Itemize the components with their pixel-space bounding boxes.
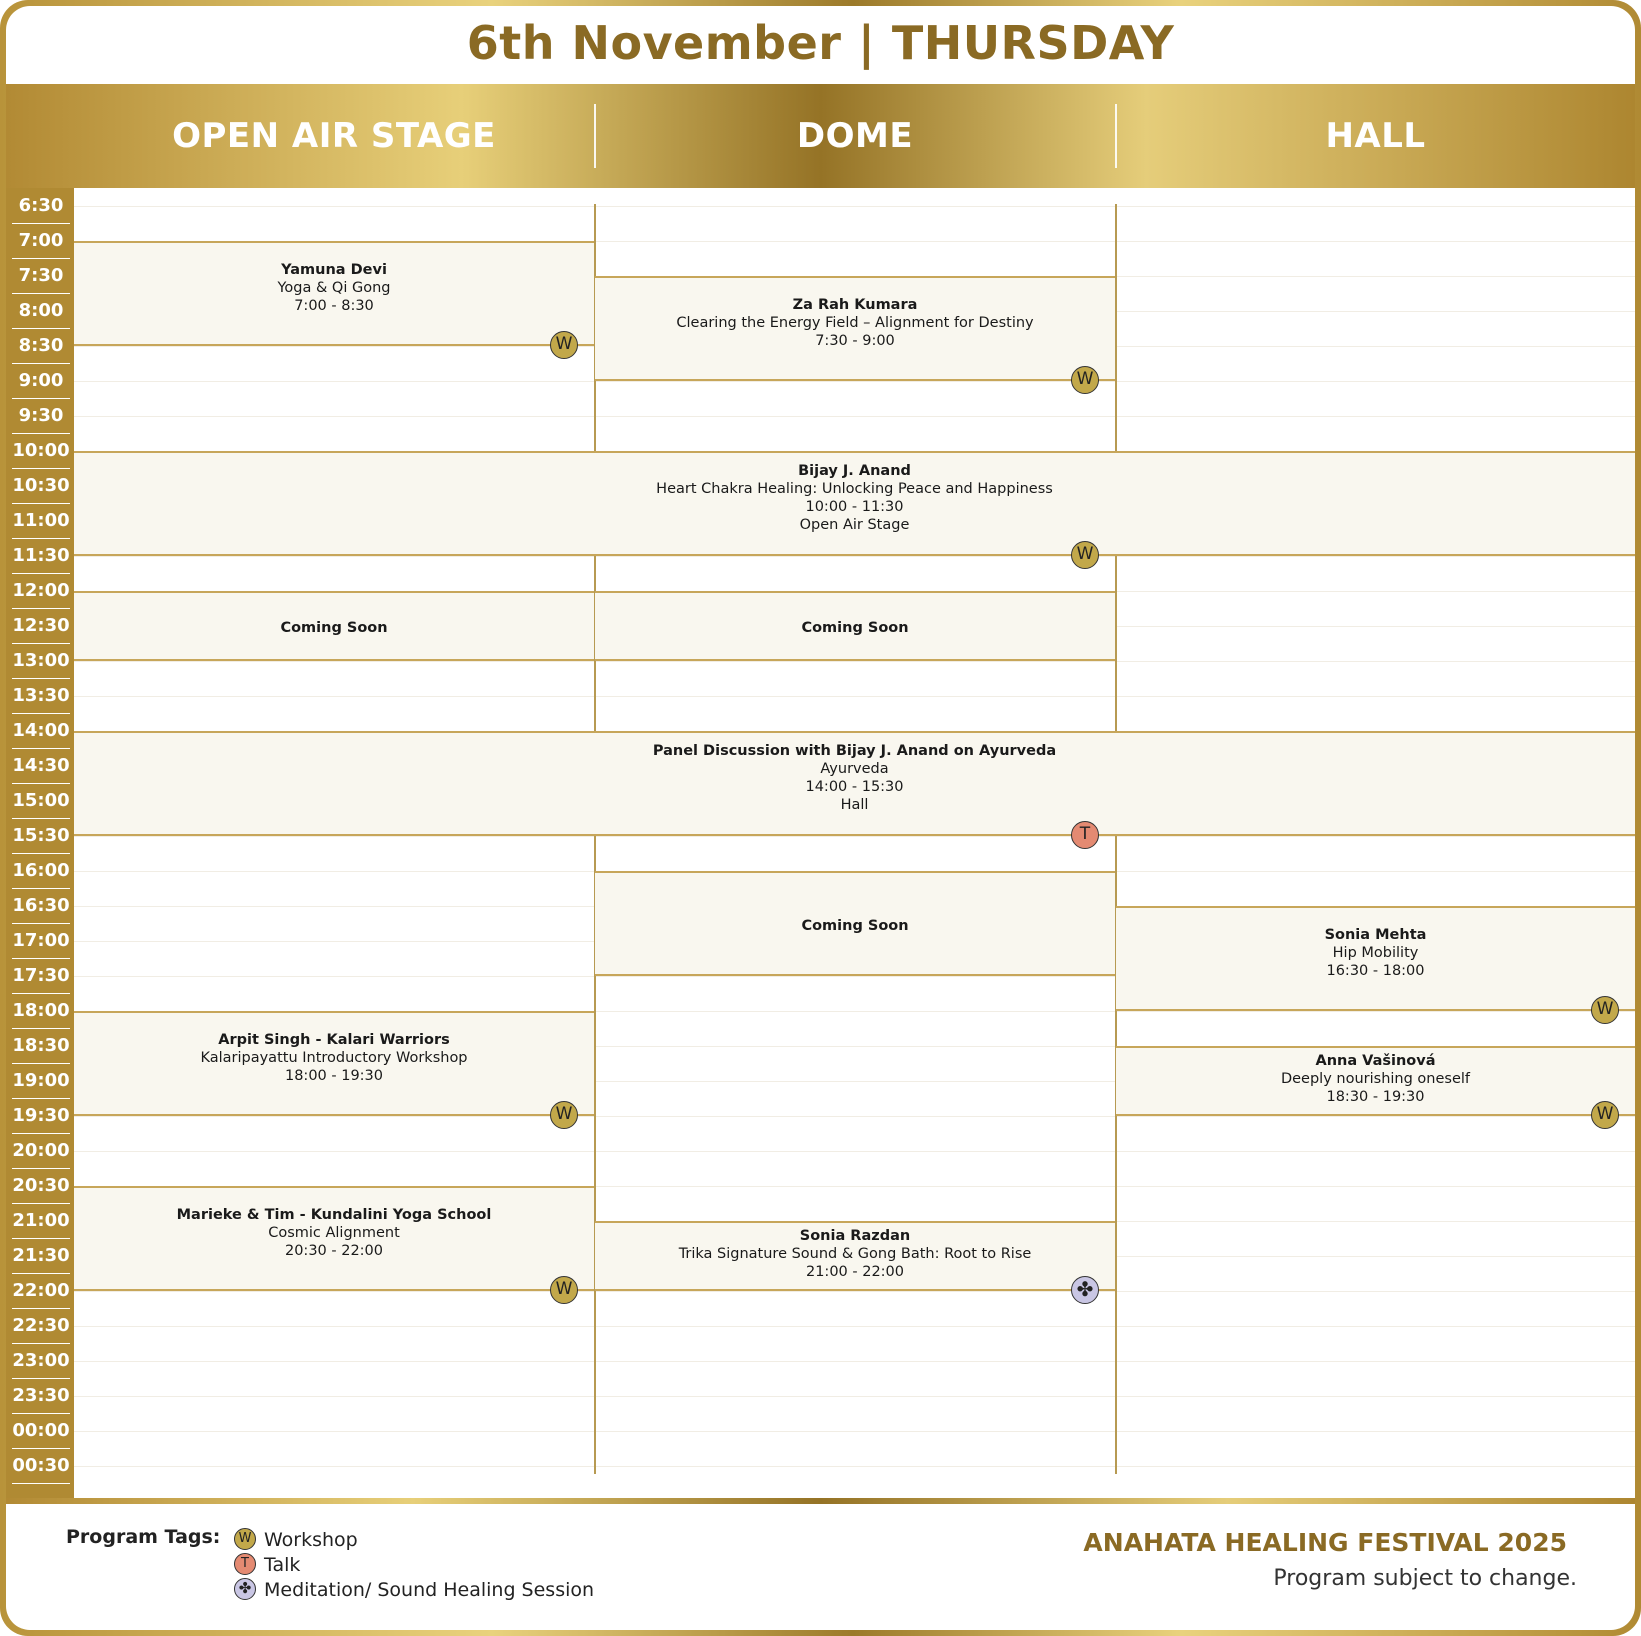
time-label: 19:00 xyxy=(12,1065,70,1099)
time-label: 18:30 xyxy=(12,1030,70,1064)
legend-item-meditation xyxy=(234,1578,594,1602)
venue-header xyxy=(6,84,1635,188)
time-label: 10:00 xyxy=(12,435,70,469)
grid-line xyxy=(74,1466,1635,1467)
time-label: 22:00 xyxy=(12,1275,70,1309)
time-label: 16:30 xyxy=(12,890,70,924)
time-label: 8:00 xyxy=(12,295,70,329)
festival-name: ANAHATA HEALING FESTIVAL 2025 xyxy=(1083,1528,1567,1557)
time-label: 10:30 xyxy=(12,470,70,504)
grid-line xyxy=(74,1361,1635,1362)
time-label: 18:00 xyxy=(12,995,70,1029)
event-name: Sonia Razdan xyxy=(799,1228,911,1244)
venue-open-air-stage: OPEN AIR STAGE xyxy=(172,116,496,156)
time-label: 11:00 xyxy=(12,505,70,539)
time-label: 15:30 xyxy=(12,820,70,854)
page-title: 6th November | THURSDAY xyxy=(466,16,1175,70)
time-label: 9:30 xyxy=(12,400,70,434)
event-time: 18:30 - 19:30 xyxy=(1326,1089,1425,1105)
time-label: 14:00 xyxy=(12,715,70,749)
time-label: 9:00 xyxy=(12,365,70,399)
event-title: Ayurveda xyxy=(820,760,889,777)
event-name: Za Rah Kumara xyxy=(792,296,918,313)
time-label: 00:30 xyxy=(12,1450,70,1484)
grid-line xyxy=(74,1396,1635,1397)
time-label: 15:00 xyxy=(12,785,70,819)
event-block[interactable] xyxy=(595,591,1115,661)
schedule-grid xyxy=(74,188,1635,1498)
event-block[interactable] xyxy=(74,731,1635,836)
event-title: Heart Chakra Healing: Unlocking Peace and Happiness xyxy=(656,480,1053,497)
time-label: 6:30 xyxy=(12,190,70,224)
venue-hall: HALL xyxy=(1325,116,1426,156)
workshop-icon: W xyxy=(1591,1101,1619,1129)
event-title: Hip Mobility xyxy=(1332,944,1419,961)
time-label: 17:00 xyxy=(12,925,70,959)
time-label: 20:00 xyxy=(12,1135,70,1169)
event-name: Panel Discussion with Bijay J. Anand on Ayurveda xyxy=(652,742,1057,759)
time-label: 7:30 xyxy=(12,260,70,294)
event-time: 16:30 - 18:00 xyxy=(1326,962,1425,979)
legend-item-label: Talk xyxy=(264,1554,301,1576)
grid-line xyxy=(74,206,1635,207)
event-block[interactable] xyxy=(74,1186,594,1291)
event-location: Hall xyxy=(840,796,869,813)
event-block[interactable] xyxy=(74,591,594,661)
legend-item-label: Meditation/ Sound Healing Session xyxy=(264,1579,595,1601)
time-label: 13:00 xyxy=(12,645,70,679)
venue-dome: DOME xyxy=(796,116,914,156)
event-block[interactable] xyxy=(74,241,594,346)
event-block[interactable] xyxy=(74,1011,594,1116)
time-label: 19:30 xyxy=(12,1100,70,1134)
time-label: 23:00 xyxy=(12,1345,70,1379)
time-column xyxy=(6,188,74,1498)
event-time: 10:00 - 11:30 xyxy=(805,498,904,515)
time-label: 20:30 xyxy=(12,1170,70,1204)
talk-icon: T xyxy=(1071,821,1099,849)
event-name: Coming Soon xyxy=(801,620,909,636)
event-title: Cosmic Alignment xyxy=(268,1224,400,1241)
legend-item-talk xyxy=(234,1553,300,1577)
event-name: Anna Vašinová xyxy=(1315,1053,1436,1069)
grid-line xyxy=(74,661,1635,662)
event-time: 7:00 - 8:30 xyxy=(294,297,374,314)
talk-icon: T xyxy=(234,1553,256,1575)
time-label: 12:30 xyxy=(12,610,70,644)
legend-label: Program Tags: xyxy=(66,1526,221,1548)
grid-line xyxy=(74,416,1635,417)
event-location: Open Air Stage xyxy=(799,516,910,533)
event-title: Yoga & Qi Gong xyxy=(277,279,391,296)
grid-line xyxy=(74,696,1635,697)
workshop-icon: W xyxy=(1071,541,1099,569)
time-label: 14:30 xyxy=(12,750,70,784)
grid-line xyxy=(74,1151,1635,1152)
grid-line xyxy=(74,1431,1635,1432)
bottom-divider xyxy=(6,1498,1635,1504)
workshop-icon: W xyxy=(550,331,578,359)
workshop-icon: W xyxy=(1591,996,1619,1024)
grid-line xyxy=(74,1291,1635,1292)
grid-line xyxy=(74,556,1635,557)
event-time: 18:00 - 19:30 xyxy=(284,1067,384,1084)
meditation-icon: ✤ xyxy=(1071,1276,1099,1304)
workshop-icon: W xyxy=(1071,366,1099,394)
venue-column-divider xyxy=(1115,204,1117,1474)
workshop-icon: W xyxy=(550,1276,578,1304)
time-label: 17:30 xyxy=(12,960,70,994)
event-name: Coming Soon xyxy=(280,620,388,636)
event-title: Kalaripayattu Introductory Workshop xyxy=(200,1049,468,1066)
event-name: Arpit Singh - Kalari Warriors xyxy=(218,1031,450,1048)
time-label: 12:00 xyxy=(12,575,70,609)
event-time: 7:30 - 9:00 xyxy=(815,332,895,349)
time-label: 22:30 xyxy=(12,1310,70,1344)
time-label: 23:30 xyxy=(12,1380,70,1414)
event-name: Yamuna Devi xyxy=(281,261,387,278)
event-title: Trika Signature Sound & Gong Bath: Root to Rise xyxy=(678,1246,1032,1262)
event-time: 21:00 - 22:00 xyxy=(805,1264,905,1280)
event-block[interactable] xyxy=(595,276,1115,381)
event-block[interactable] xyxy=(595,871,1115,976)
event-block[interactable] xyxy=(74,451,1635,556)
event-block[interactable] xyxy=(595,1221,1115,1291)
event-title: Clearing the Energy Field – Alignment for Destiny xyxy=(676,314,1034,331)
grid-line xyxy=(74,1116,1635,1117)
event-name: Sonia Mehta xyxy=(1324,926,1427,943)
event-block[interactable] xyxy=(1116,1046,1635,1116)
event-time: 14:00 - 15:30 xyxy=(805,778,904,795)
disclaimer: Program subject to change. xyxy=(1273,1566,1577,1591)
time-label: 7:00 xyxy=(12,225,70,259)
time-label: 21:00 xyxy=(12,1205,70,1239)
event-title: Deeply nourishing oneself xyxy=(1280,1071,1471,1087)
workshop-icon: W xyxy=(234,1528,256,1550)
grid-line xyxy=(74,836,1635,837)
event-name: Coming Soon xyxy=(801,917,909,934)
event-block[interactable] xyxy=(1116,906,1635,1011)
time-label: 11:30 xyxy=(12,540,70,574)
grid-line xyxy=(74,1326,1635,1327)
workshop-icon: W xyxy=(550,1101,578,1129)
event-time: 20:30 - 22:00 xyxy=(284,1242,384,1259)
time-label: 00:00 xyxy=(12,1415,70,1449)
meditation-icon: ✤ xyxy=(234,1578,256,1600)
time-label: 21:30 xyxy=(12,1240,70,1274)
grid-line xyxy=(74,381,1635,382)
time-label: 13:30 xyxy=(12,680,70,714)
event-name: Marieke & Tim - Kundalini Yoga School xyxy=(176,1206,492,1223)
time-label: 8:30 xyxy=(12,330,70,364)
time-label: 16:00 xyxy=(12,855,70,889)
schedule-card xyxy=(6,6,1635,1630)
event-name: Bijay J. Anand xyxy=(798,462,911,479)
legend-item-label: Workshop xyxy=(264,1529,358,1551)
legend-item-workshop xyxy=(234,1528,358,1552)
